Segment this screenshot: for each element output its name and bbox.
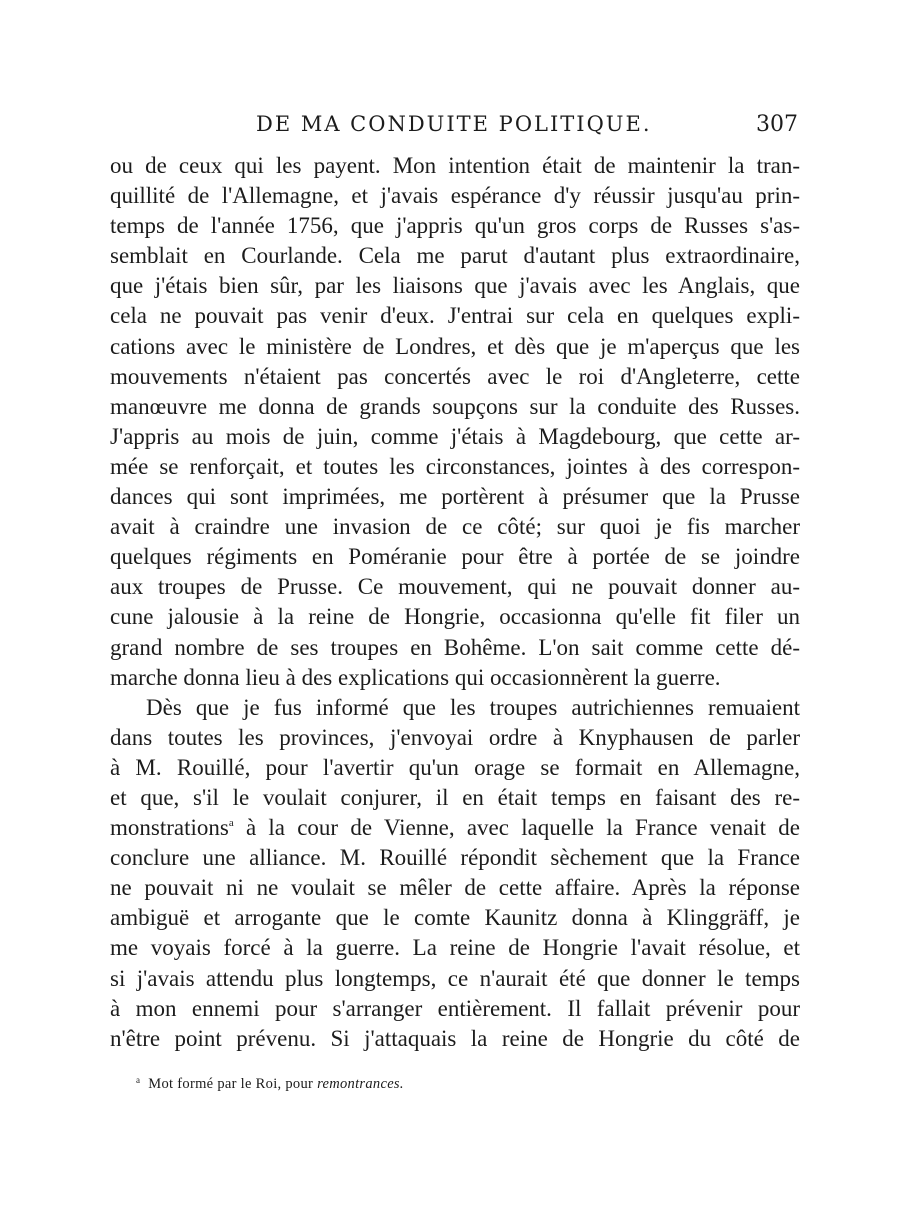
paragraph-2 (110, 693, 800, 1054)
marked-line-rest: à la cour de Vienne, avec laquelle la France venait de (233, 815, 800, 841)
marked-word: monstrations (110, 815, 229, 841)
text-line: ou de ceux qui les payent. Mon intention était de maintenir la tran- (110, 153, 800, 178)
text-line: n'être point prévenu. Si j'attaquais la reine de Hongrie du côté de (110, 1025, 800, 1051)
text-line: quillité de l'Allemagne, et j'avais espérance d'y réussir jusqu'au prin- (110, 183, 800, 209)
text-line: cune jalousie à la reine de Hongrie, occasionna qu'elle fit filer un (110, 604, 800, 630)
text-line: mée se renforçait, et toutes les circonstances, jointes à des correspon- (110, 453, 800, 479)
text-line: J'appris au mois de juin, comme j'étais à Magdebourg, que cette ar- (110, 423, 800, 449)
text-line: manœuvre me donna de grands soupçons sur la conduite des Russes. (110, 393, 800, 419)
text-line: dances qui sont imprimées, me portèrent à présumer que la Prusse (110, 484, 800, 510)
text-line: avait à craindre une invasion de ce côté; sur quoi je fis marcher (110, 514, 800, 540)
text-line: cela ne pouvait pas venir d'eux. J'entrai sur cela en quelques expli- (110, 303, 800, 329)
text-line: aux troupes de Prusse. Ce mouvement, qui ne pouvait donner au- (110, 574, 800, 600)
text-line: temps de l'année 1756, que j'appris qu'un gros corps de Russes s'as- (110, 213, 800, 239)
text-line: si j'avais attendu plus longtemps, ce n'aurait été que donner le temps (110, 965, 800, 991)
text-line: cations avec le ministère de Londres, et dès que je m'aperçus que les (110, 333, 800, 359)
footnote-mark: a (136, 1075, 141, 1085)
text-line: à M. Rouillé, pour l'avertir qu'un orage se formait en Allemagne, (110, 754, 800, 780)
text-line: marche donna lieu à des explications qui occasionnèrent la guerre. (110, 664, 721, 690)
text-line: semblait en Courlande. Cela me parut d'autant plus extraordinaire, (110, 243, 800, 269)
text-line: conclure une alliance. M. Rouillé répondit sèchement que la France (110, 845, 800, 871)
running-head (110, 112, 798, 142)
footnote (136, 1074, 796, 1094)
text-line: et que, s'il le voulait conjurer, il en était temps en faisant des re- (110, 784, 800, 810)
text-line: ambiguë et arrogante que le comte Kaunitz donna à Klinggräff, je (110, 905, 800, 931)
page-number: 307 (756, 112, 798, 137)
text-line: ne pouvait ni ne voulait se mêler de cette affaire. Après la réponse (110, 875, 800, 901)
footnote-italic-word: remontrances. (317, 1076, 404, 1092)
text-line: quelques régiments en Poméranie pour être à portée de se joindre (110, 544, 800, 570)
text-line: Dès que je fus informé que les troupes autrichiennes remuaient (146, 694, 800, 720)
footnote-reference-mark: a (228, 817, 234, 830)
text-line: à mon ennemi pour s'arranger entièrement. Il fallait prévenir pour (110, 995, 800, 1021)
text-line: que j'étais bien sûr, par les liaisons que j'avais avec les Anglais, que (110, 273, 800, 299)
text-line: me voyais forcé à la guerre. La reine de Hongrie l'avait résolue, et (110, 935, 800, 961)
running-head-title: DE MA CONDUITE POLITIQUE. (256, 112, 652, 136)
footnote-text: Mot formé par le Roi, pour (148, 1076, 318, 1092)
text-line: dans toutes les provinces, j'envoyai ordre à Knyphausen de parler (110, 724, 800, 750)
text-line-with-footnote-mark (110, 813, 800, 843)
body-text (110, 151, 800, 1054)
text-line: grand nombre de ses troupes en Bohême. L'on sait comme cette dé- (110, 634, 800, 660)
text-line: mouvements n'étaient pas concertés avec le roi d'Angleterre, cette (110, 363, 800, 389)
paragraph-1 (110, 151, 800, 693)
